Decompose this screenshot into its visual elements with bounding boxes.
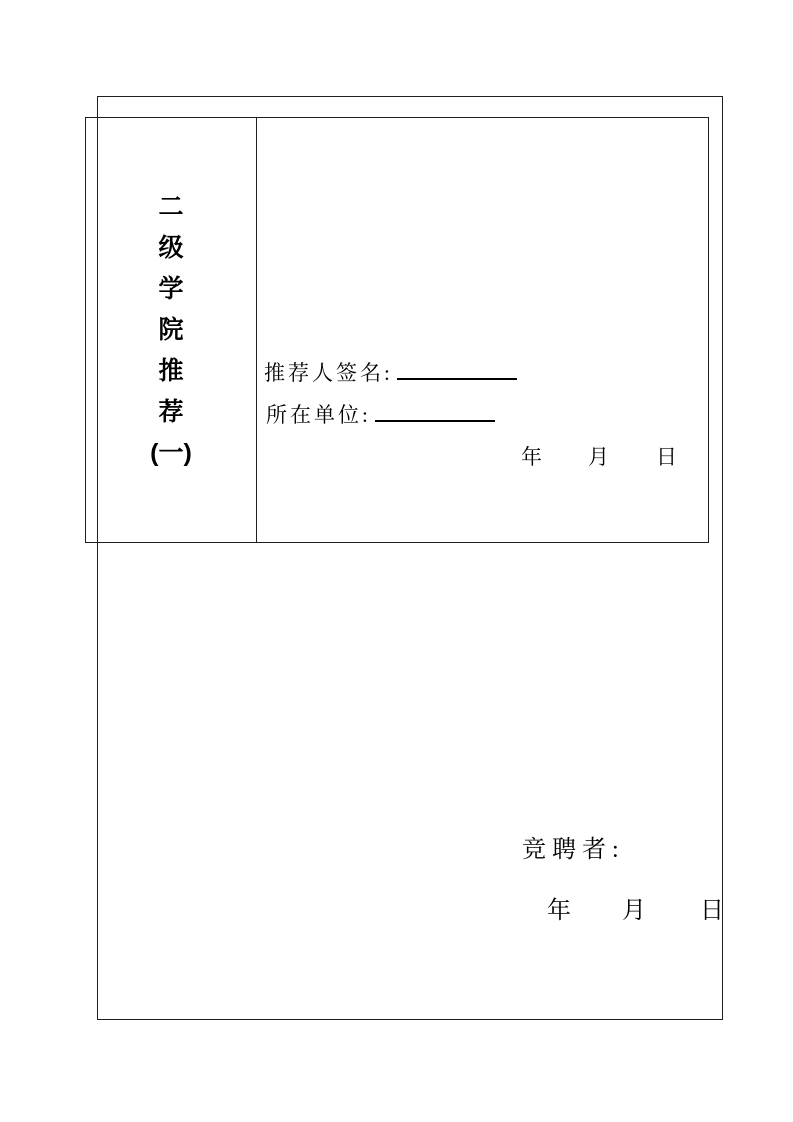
footer-date-year-label: 年 xyxy=(547,898,571,924)
table-date-month-label: 月 xyxy=(588,445,609,469)
side-title-char: 荐 xyxy=(158,397,184,426)
side-title-char: (一) xyxy=(150,438,192,467)
recommender-signature-blank xyxy=(397,360,517,380)
side-title-char: 推 xyxy=(158,356,184,385)
side-title-char: 级 xyxy=(158,233,184,262)
side-title-char: 学 xyxy=(158,274,184,303)
footer-date-day-label: 日 xyxy=(700,898,724,924)
recommender-signature-label: 推荐人签名: xyxy=(264,361,393,385)
table-date-year-label: 年 xyxy=(521,445,542,469)
side-title-char: 二 xyxy=(158,192,184,221)
table-date-day-label: 日 xyxy=(656,445,677,469)
footer-date-month-label: 月 xyxy=(622,898,646,924)
unit-label: 所在单位: xyxy=(266,403,371,427)
table-cell-side-title xyxy=(86,118,257,542)
recommender-signature-row xyxy=(264,360,517,385)
applicant-label: 竞聘者: xyxy=(522,837,625,863)
unit-row xyxy=(266,402,495,427)
side-title-char: 院 xyxy=(158,315,184,344)
unit-blank xyxy=(375,402,495,422)
recommendation-table xyxy=(85,117,709,543)
